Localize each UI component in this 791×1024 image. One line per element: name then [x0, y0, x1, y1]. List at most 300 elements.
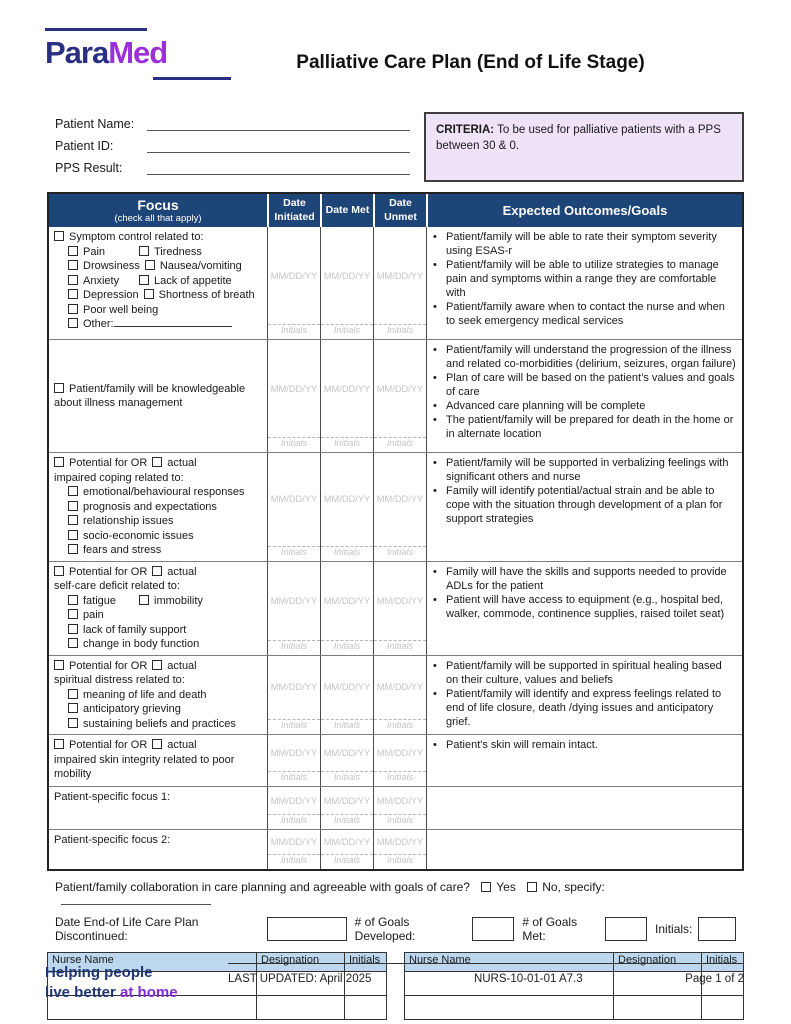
focus-label: Symptom control related to: [69, 231, 204, 243]
initials-placeholder: Initials [374, 324, 426, 339]
date-initiated-cell[interactable] [267, 562, 320, 655]
outcome-item [433, 258, 737, 300]
initials-placeholder: Initials [374, 814, 426, 829]
focus-line [54, 637, 262, 652]
date-met-cell[interactable] [320, 787, 373, 829]
focus-cell [49, 735, 267, 786]
focus-line [54, 288, 262, 303]
outcomes-cell [426, 787, 742, 829]
focus-line [54, 608, 262, 637]
outcome-text: Advanced care planning will be complete [446, 400, 646, 412]
checkbox[interactable] [152, 457, 162, 467]
focus-line [54, 456, 262, 471]
date-placeholder: MM/DD/YY [376, 748, 424, 758]
initials-placeholder: Initials [268, 719, 320, 734]
focus-label: fatigue [83, 594, 117, 607]
outcome-item [433, 659, 737, 687]
initials-placeholder: Initials [268, 640, 320, 655]
focus-label: Anxiety [83, 274, 120, 287]
focus-segment [68, 288, 139, 303]
bullet-dot: • [433, 593, 437, 606]
focus-line [54, 382, 262, 411]
no-checkbox[interactable] [527, 882, 537, 892]
focus-label: Patient-specific focus 1: [54, 791, 171, 803]
checkbox[interactable] [54, 660, 64, 670]
date-placeholder: MM/DD/YY [270, 595, 318, 606]
outcome-text: Plan of care will be based on the patient’s values and goals of care [446, 372, 735, 398]
criteria-label: CRITERIA: [436, 124, 495, 136]
nurse-column-header: Nurse Name [52, 954, 114, 966]
focus-label: anticipatory grieving [83, 703, 181, 715]
focus-line [54, 790, 262, 805]
goals-met-box[interactable] [605, 917, 647, 941]
table-row [49, 339, 742, 452]
checkbox[interactable] [68, 638, 78, 648]
goals-developed-box[interactable] [472, 917, 514, 941]
focus-cell [49, 787, 267, 829]
date-placeholder: MM/DD/YY [323, 795, 371, 806]
date-placeholder: MM/DD/YY [270, 795, 318, 806]
initials-placeholder: Initials [321, 719, 373, 734]
focus-segment [68, 544, 161, 556]
date-placeholder: MM/DD/YY [323, 595, 371, 606]
document-id: NURS-10-01-01 A7.3 [473, 973, 583, 985]
focus-segment [152, 457, 196, 469]
date-placeholder: MM/DD/YY [270, 270, 318, 281]
patient-name-label: Patient Name: [55, 117, 135, 131]
focus-line [54, 514, 262, 529]
date-unmet-column-header: Date Unmet [373, 194, 426, 227]
focus-label: self-care deficit related to: [54, 580, 180, 592]
patient-id-input-line[interactable] [147, 138, 410, 153]
focus-label: Patient-specific focus 2: [54, 834, 171, 846]
focus-label: Poor well being [83, 303, 159, 316]
logo-text-para: Para [45, 35, 109, 70]
initials-placeholder: Initials [321, 324, 373, 339]
focus-label: Potential for OR [69, 457, 148, 469]
focus-cell [49, 340, 267, 452]
yes-checkbox[interactable] [481, 882, 491, 892]
focus-label: meaning of life and death [83, 688, 207, 701]
focus-line [54, 688, 262, 703]
checkbox[interactable] [68, 595, 78, 605]
date-unmet-cell[interactable] [373, 227, 426, 339]
focus-line [54, 245, 262, 260]
outcome-text: Family will have the skills and supports needed to provide ADLs for the patient [446, 565, 727, 592]
focus-label: socio-economic issues [83, 529, 194, 542]
checkbox[interactable] [68, 275, 78, 285]
initials-placeholder: Initials [268, 854, 320, 869]
checkbox[interactable] [139, 595, 149, 605]
bullet-dot: • [433, 414, 437, 426]
focus-line [54, 303, 262, 318]
checkbox[interactable] [152, 660, 162, 670]
focus-label: Drowsiness [83, 260, 140, 272]
outcomes-cell [426, 340, 742, 452]
focus-line [54, 274, 262, 289]
nurse-column-header: Initials [344, 953, 386, 971]
focus-segment [68, 515, 174, 527]
outcome-item [433, 230, 737, 258]
focus-label: emotional/behavioural responses [83, 486, 245, 498]
focus-label: Shortness of breath [158, 289, 255, 301]
focus-label: pain [83, 609, 104, 621]
date-met-column-header: Date Met [320, 194, 373, 227]
focus-label: relationship issues [83, 515, 174, 527]
focus-segment [68, 318, 232, 330]
focus-column-header: Focus (check all that apply) [114, 197, 202, 224]
page-header [0, 0, 791, 100]
focus-segment [139, 245, 202, 260]
focus-label: prognosis and expectations [83, 500, 217, 513]
focus-line [54, 259, 262, 274]
checkbox[interactable] [54, 457, 64, 467]
focus-label: Nausea/vomiting [159, 260, 242, 272]
date-placeholder: MM/DD/YY [376, 270, 424, 281]
bullet-dot: • [433, 259, 437, 271]
focus-line [54, 543, 262, 558]
table-row [49, 227, 742, 339]
checkbox[interactable] [139, 275, 149, 285]
checkbox[interactable] [68, 246, 78, 256]
no-label: No, specify: [542, 880, 605, 894]
date-placeholder: MM/DD/YY [376, 837, 424, 847]
initials-placeholder: Initials [374, 771, 426, 786]
focus-label: sustaining beliefs and practices [83, 717, 236, 730]
outcome-item [433, 484, 737, 526]
date-placeholder: MM/DD/YY [270, 682, 318, 693]
focus-label: change in body function [83, 638, 200, 650]
date-met-cell[interactable] [320, 656, 373, 735]
focus-line [54, 317, 262, 332]
date-unmet-cell[interactable] [373, 830, 426, 869]
patient-fields [47, 112, 424, 182]
focus-line [54, 673, 262, 688]
checkbox[interactable] [68, 304, 78, 314]
outcome-text: Patient/family will be supported in verbalizing feelings with significant others and nurse [446, 457, 729, 483]
last-updated: LAST UPDATED: April 2025 [228, 973, 372, 985]
focus-label: impaired coping related to: [54, 471, 184, 484]
checkbox[interactable] [139, 246, 149, 256]
goals-met-label: # of Goals Met: [522, 915, 578, 943]
other-input-line[interactable] [114, 318, 232, 327]
checkbox[interactable] [68, 260, 78, 270]
page-title: Palliative Care Plan (End of Life Stage) [296, 52, 645, 73]
focus-segment [54, 674, 185, 686]
date-placeholder: MM/DD/YY [376, 595, 424, 606]
outcome-item [433, 300, 737, 328]
focus-segment [54, 231, 204, 243]
focus-label: fears and stress [83, 544, 162, 556]
checkbox[interactable] [68, 530, 78, 540]
outcomes-cell [426, 453, 742, 561]
focus-segment [54, 834, 170, 846]
initials-placeholder: Initials [321, 771, 373, 786]
date-initiated-cell[interactable] [267, 227, 320, 339]
outcome-item [433, 593, 737, 621]
outcomes-cell [426, 735, 742, 786]
checkbox[interactable] [68, 703, 78, 713]
initials-placeholder: Initials [268, 814, 320, 829]
focus-line [54, 738, 262, 753]
outcome-item [433, 399, 737, 413]
date-placeholder: MM/DD/YY [376, 682, 424, 693]
date-unmet-cell[interactable] [373, 787, 426, 829]
bullet-dot: • [433, 739, 437, 751]
focus-segment [68, 245, 134, 260]
focus-label: Other: [83, 318, 114, 330]
checkbox[interactable] [68, 289, 78, 299]
date-placeholder: MM/DD/YY [323, 383, 371, 394]
collaboration-question-row [47, 880, 744, 908]
focus-label: immobility [154, 594, 203, 607]
focus-label: Pain [83, 245, 106, 258]
focus-line [54, 485, 262, 500]
checkbox[interactable] [54, 739, 64, 749]
focus-label: Lack of appetite [154, 274, 232, 287]
focus-line [54, 594, 262, 609]
checkbox[interactable] [54, 231, 64, 241]
checkbox[interactable] [54, 566, 64, 576]
focus-line [54, 471, 262, 486]
focus-segment [54, 457, 147, 469]
bullet-dot: • [433, 400, 437, 412]
focus-segment [54, 472, 184, 484]
initials-placeholder: Initials [268, 771, 320, 786]
focus-segment [68, 718, 236, 730]
checkbox[interactable] [68, 486, 78, 496]
logo-bottom-bar [153, 77, 231, 80]
focus-segment [54, 754, 234, 781]
outcome-text: Patient/family will be able to utilize strategies to manage pain and symptoms within a range they are comfortable with [446, 259, 719, 299]
date-placeholder: MM/DD/YY [323, 270, 371, 281]
patient-name-input-line[interactable] [147, 116, 410, 131]
date-placeholder: MM/DD/YY [323, 682, 371, 693]
date-unmet-cell[interactable] [373, 562, 426, 655]
focus-segment [68, 594, 134, 609]
table-header-row [49, 194, 742, 227]
focus-segment [68, 274, 134, 289]
focus-segment [68, 530, 194, 542]
outcome-text: Patient/family will understand the progression of the illness and related co-morbidities (delirium, seizures, organ failure) [446, 344, 736, 370]
date-met-cell[interactable] [320, 562, 373, 655]
checkbox[interactable] [144, 289, 154, 299]
date-unmet-cell[interactable] [373, 340, 426, 452]
outcomes-cell [426, 830, 742, 869]
pps-result-input-line[interactable] [147, 160, 410, 175]
focus-segment [68, 304, 158, 316]
initials-placeholder: Initials [321, 854, 373, 869]
outcome-item [433, 565, 737, 593]
tagline-line2b: at home [120, 983, 178, 1001]
focus-line [54, 529, 262, 544]
discontinued-date-label: Date End-of Life Care Plan Discontinued: [55, 915, 199, 943]
outcome-text: Family will identify potential/actual strain and be able to cope with the situation through development of a plan for support strategies [446, 485, 723, 525]
focus-segment [54, 739, 147, 751]
date-initiated-column-header: Date Initiated [267, 194, 320, 227]
focus-label: actual [167, 457, 197, 469]
initials-box[interactable] [698, 917, 736, 941]
outcome-item [433, 343, 737, 371]
outcome-item [433, 456, 737, 484]
date-initiated-cell[interactable] [267, 735, 320, 786]
date-placeholder: MM/DD/YY [323, 748, 371, 758]
date-placeholder: MM/DD/YY [376, 795, 424, 806]
focus-cell [49, 830, 267, 869]
date-placeholder: MM/DD/YY [376, 383, 424, 394]
checkbox[interactable] [68, 515, 78, 525]
initials-placeholder: Initials [374, 719, 426, 734]
criteria-box [424, 112, 744, 182]
outcome-text: Patient's skin will remain intact. [446, 739, 598, 751]
checkbox[interactable] [145, 260, 155, 270]
focus-label: actual [167, 565, 197, 578]
focus-label: lack of family support [83, 623, 187, 636]
bullet-dot: • [433, 659, 437, 672]
footer-info-bar [228, 963, 744, 1002]
date-placeholder: MM/DD/YY [376, 494, 424, 505]
initials-placeholder: Initials [321, 640, 373, 655]
focus-segment [68, 638, 199, 650]
focus-segment [68, 608, 134, 623]
date-initiated-cell[interactable] [267, 787, 320, 829]
outcome-text: Patient/family will be supported in spiritual healing based on their culture, values and beliefs [446, 659, 722, 686]
initials-placeholder: Initials [321, 546, 373, 561]
checkbox[interactable] [54, 383, 64, 393]
outcome-item [433, 738, 737, 752]
table-row [49, 734, 742, 786]
focus-segment [54, 580, 180, 592]
focus-segment [68, 501, 217, 513]
initials-placeholder: Initials [321, 437, 373, 452]
initials-placeholder: Initials [374, 437, 426, 452]
initials-placeholder: Initials [321, 814, 373, 829]
nurse-column-header: Designation [256, 953, 344, 971]
outcome-item [433, 687, 737, 729]
logo-top-bar [45, 28, 147, 31]
focus-label: impaired skin integrity related to poor mobility [54, 753, 235, 780]
date-met-cell[interactable] [320, 830, 373, 869]
date-placeholder: MM/DD/YY [270, 748, 318, 758]
focus-segment [68, 486, 244, 498]
focus-line [54, 659, 262, 674]
focus-label: spiritual distress related to: [54, 674, 185, 686]
bullet-dot: • [433, 687, 437, 700]
focus-segment [54, 566, 147, 578]
focus-label: Depression [83, 289, 139, 301]
checkbox[interactable] [68, 624, 78, 634]
date-met-cell[interactable] [320, 227, 373, 339]
discontinued-date-box[interactable] [267, 917, 347, 941]
table-row [49, 786, 742, 829]
goals-developed-label: # of Goals Developed: [354, 915, 416, 943]
tagline-line1: Helping people [45, 964, 153, 981]
focus-segment [139, 274, 232, 289]
table-row [49, 655, 742, 735]
focus-line [54, 753, 262, 782]
page-number: Page 1 of 2 [685, 973, 744, 985]
tagline [45, 963, 228, 1002]
bullet-dot: • [433, 372, 437, 384]
bullet-dot: • [433, 457, 437, 469]
checkbox[interactable] [68, 318, 78, 328]
focus-segment [145, 259, 242, 274]
checkbox[interactable] [152, 566, 162, 576]
focus-cell [49, 227, 267, 339]
focus-line [54, 565, 262, 580]
focus-segment [54, 383, 245, 410]
checkbox[interactable] [68, 609, 78, 619]
initials-placeholder: Initials [374, 640, 426, 655]
focus-label: actual [167, 659, 197, 672]
focus-segment [54, 660, 147, 672]
nurse-column-header: Nurse Name [409, 954, 471, 966]
date-initiated-cell[interactable] [267, 830, 320, 869]
outcome-text: Patient/family aware when to contact the nurse and when to seek emergency medical services [446, 301, 725, 327]
focus-cell [49, 656, 267, 735]
focus-line [54, 702, 262, 717]
focus-segment [139, 594, 203, 609]
date-placeholder: MM/DD/YY [270, 383, 318, 394]
date-initiated-cell[interactable] [267, 453, 320, 561]
checkbox[interactable] [152, 739, 162, 749]
initials-placeholder: Initials [268, 324, 320, 339]
checkbox[interactable] [68, 501, 78, 511]
pps-result-label: PPS Result: [55, 161, 123, 175]
initials-placeholder: Initials [268, 437, 320, 452]
focus-segment [68, 703, 181, 715]
date-met-cell[interactable] [320, 453, 373, 561]
nurse-column-header: Initials [701, 953, 743, 971]
date-placeholder: MM/DD/YY [270, 494, 318, 505]
date-initiated-cell[interactable] [267, 340, 320, 452]
focus-label: Potential for OR [69, 659, 148, 672]
date-met-cell[interactable] [320, 735, 373, 786]
checkbox[interactable] [68, 718, 78, 728]
care-plan-table-body [49, 227, 742, 869]
focus-label: Tiredness [154, 245, 202, 258]
focus-cell [49, 453, 267, 561]
date-placeholder: MM/DD/YY [323, 837, 371, 847]
tagline-line2a: live better [45, 983, 116, 1001]
date-placeholder: MM/DD/YY [323, 494, 371, 505]
initials-placeholder: Initials [268, 546, 320, 561]
focus-label: actual [167, 739, 197, 751]
focus-line [54, 833, 262, 848]
checkbox[interactable] [68, 544, 78, 554]
date-met-cell[interactable] [320, 340, 373, 452]
focus-cell [49, 562, 267, 655]
nurse-column-header: Designation [613, 953, 701, 971]
specify-input-line[interactable] [61, 894, 211, 905]
collaboration-question: Patient/family collaboration in care planning and agreeable with goals of care? [55, 880, 470, 894]
date-unmet-cell[interactable] [373, 453, 426, 561]
patient-id-label: Patient ID: [55, 139, 114, 153]
date-initiated-cell[interactable] [267, 656, 320, 735]
initials-placeholder: Initials [374, 546, 426, 561]
focus-line [54, 230, 262, 245]
date-unmet-cell[interactable] [373, 656, 426, 735]
date-unmet-cell[interactable] [373, 735, 426, 786]
yes-label: Yes [496, 880, 516, 894]
outcome-text: Patient/family will be able to rate their symptom severity using ESAS-r [446, 231, 717, 257]
focus-segment [152, 660, 196, 672]
outcomes-cell [426, 227, 742, 339]
page-footer [0, 963, 791, 1002]
table-row [49, 561, 742, 655]
checkbox[interactable] [68, 689, 78, 699]
outcomes-cell [426, 562, 742, 655]
